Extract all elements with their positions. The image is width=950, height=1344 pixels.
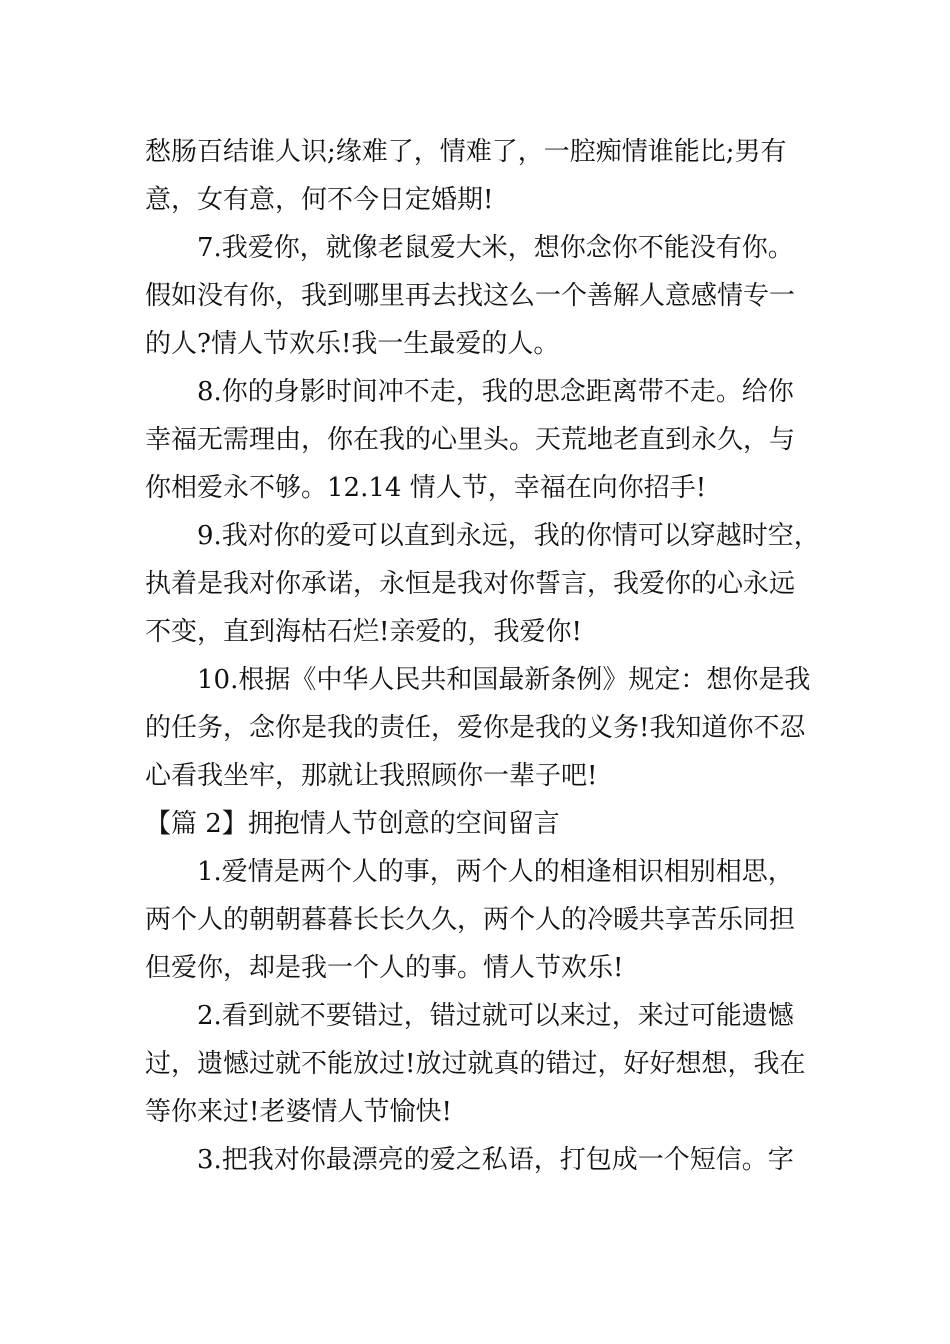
- text-line-item-3: 3.把我对你最漂亮的爱之私语，打包成一个短信。字: [197, 1145, 794, 1175]
- text-line-item-2: 2.看到就不要错过，错过就可以来过，来过可能遗憾: [197, 1001, 794, 1031]
- text-line: 你相爱永不够。12.14 情人节，幸福在向你招手!: [145, 473, 707, 503]
- text-line-item-1: 1.爱情是两个人的事，两个人的相逢相识相别相思，: [197, 857, 794, 887]
- text-line: 两个人的朝朝暮暮长长久久，两个人的冷暖共享苦乐同担: [145, 905, 796, 935]
- text-line-item-8: 8.你的身影时间冲不走，我的思念距离带不走。给你: [197, 377, 794, 407]
- text-line: 不变，直到海枯石烂!亲爱的，我爱你!: [145, 617, 582, 647]
- text-line: 意，女有意，何不今日定婚期!: [145, 185, 494, 215]
- text-line: 过，遗憾过就不能放过!放过就真的错过，好好想想，我在: [145, 1049, 806, 1079]
- text-line-item-10: 10.根据《中华人民共和国最新条例》规定：想你是我: [197, 665, 811, 695]
- text-line: 愁肠百结谁人识;缘难了，情难了，一腔痴情谁能比;男有: [145, 137, 787, 167]
- text-line: 心看我坐牢，那就让我照顾你一辈子吧!: [145, 761, 598, 791]
- section-heading: 【篇 2】拥抱情人节创意的空间留言: [145, 809, 560, 839]
- text-line-item-9: 9.我对你的爱可以直到永远，我的你情可以穿越时空，: [197, 521, 820, 551]
- text-line: 幸福无需理由，你在我的心里头。天荒地老直到永久，与: [145, 425, 796, 455]
- text-line: 的人?情人节欢乐!我一生最爱的人。: [145, 329, 560, 359]
- text-line: 执着是我对你承诺，永恒是我对你誓言，我爱你的心永远: [145, 569, 796, 599]
- text-line: 的任务，念你是我的责任，爱你是我的义务!我知道你不忍: [145, 713, 806, 743]
- text-line: 等你来过!老婆情人节愉快!: [145, 1097, 452, 1127]
- text-line: 但爱你，却是我一个人的事。情人节欢乐!: [145, 953, 624, 983]
- text-line: 假如没有你，我到哪里再去找这么一个善解人意感情专一: [145, 281, 796, 311]
- document-body: [145, 128, 820, 1184]
- text-line-item-7: 7.我爱你，就像老鼠爱大米，想你念你不能没有你。: [197, 233, 794, 263]
